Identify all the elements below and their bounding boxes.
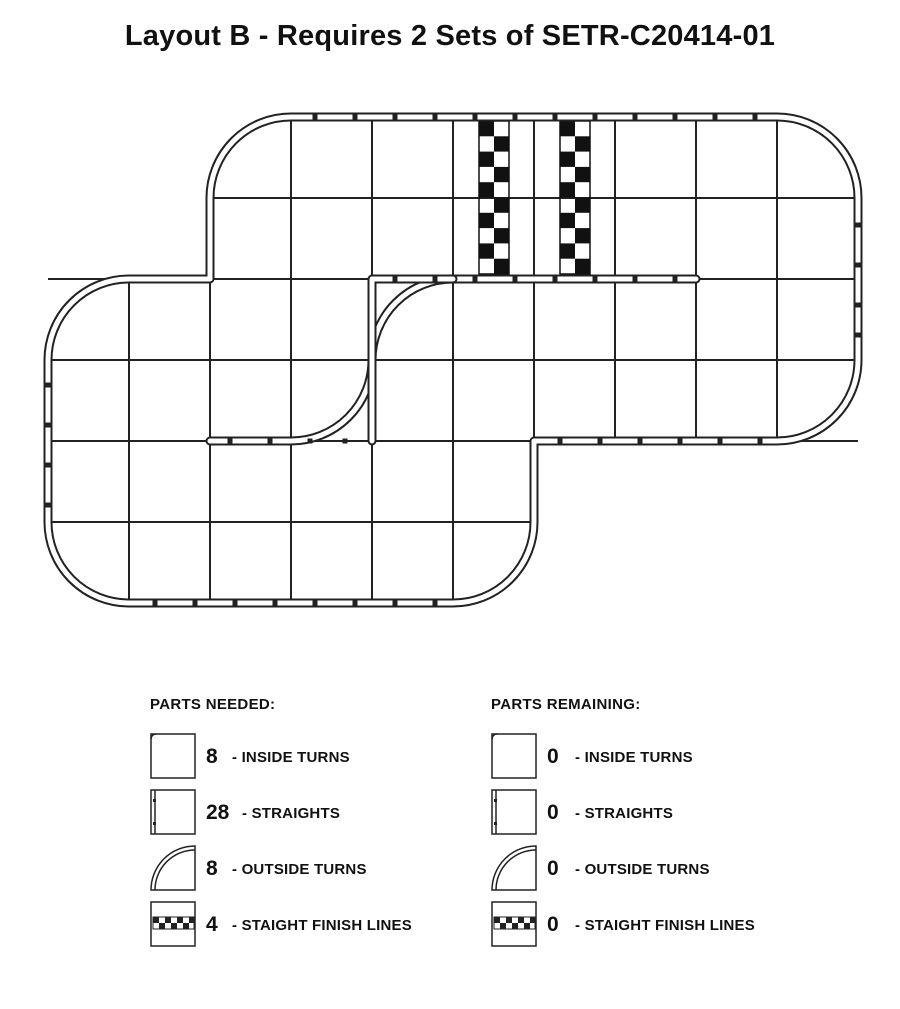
finish-square <box>479 152 494 167</box>
finish-lines-label: - STAIGHT FINISH LINES <box>232 917 412 934</box>
finish-square <box>560 152 575 167</box>
parts-remaining-heading: PARTS REMAINING: <box>491 696 641 713</box>
rail-connector <box>433 277 438 282</box>
rail-connector <box>753 115 758 120</box>
inside-turn-icon <box>491 733 537 779</box>
outside-turns-label: - OUTSIDE TURNS <box>232 861 367 878</box>
finish-square <box>494 167 509 182</box>
finish-square <box>575 198 590 213</box>
finish-line-strip <box>479 121 509 274</box>
page-title: Layout B - Requires 2 Sets of SETR-C20414-01 <box>124 20 776 52</box>
legend-row-inside-turns <box>491 733 891 777</box>
finish-square <box>494 136 509 151</box>
legend-row-finish-lines <box>150 901 550 945</box>
finish-square <box>560 213 575 228</box>
outside-turns-label: - OUTSIDE TURNS <box>575 861 710 878</box>
rail-connector <box>473 277 478 282</box>
rail-connector <box>593 115 598 120</box>
parts-remaining-panel <box>491 696 891 957</box>
finish-line-icon <box>491 901 537 947</box>
finish-square <box>494 228 509 243</box>
finish-square <box>479 121 494 136</box>
rail-connector <box>273 601 278 606</box>
rail-connector <box>673 277 678 282</box>
finish-square <box>494 259 509 274</box>
outside-turn-icon <box>491 845 537 891</box>
rail-connector <box>433 115 438 120</box>
finish-square <box>575 228 590 243</box>
rail-connector <box>758 439 763 444</box>
rail-connector <box>513 115 518 120</box>
finish-line-strip <box>560 121 590 274</box>
inside-turns-label: - INSIDE TURNS <box>575 749 693 766</box>
inside-turn-icon <box>150 733 196 779</box>
legend-row-outside-turns <box>150 845 550 889</box>
rail-connector <box>313 115 318 120</box>
rail-connector <box>633 277 638 282</box>
rail-connector <box>433 601 438 606</box>
rail-connector <box>856 223 861 228</box>
finish-square <box>560 121 575 136</box>
legend-row-outside-turns <box>491 845 891 889</box>
rail-connector <box>46 383 51 388</box>
finish-square <box>575 259 590 274</box>
outside-turns-count: 8 <box>206 857 218 880</box>
straights-label: - STRAIGHTS <box>242 805 341 822</box>
finish-square <box>479 243 494 258</box>
outside-turn-icon <box>150 845 196 891</box>
rail-connector <box>856 303 861 308</box>
inside-turns-label: - INSIDE TURNS <box>232 749 350 766</box>
rail-connector <box>46 503 51 508</box>
rail-connector <box>353 601 358 606</box>
inside-turns-count: 8 <box>206 745 218 768</box>
rail-connector <box>393 277 398 282</box>
rail-connector <box>638 439 643 444</box>
rail-connector <box>553 277 558 282</box>
finish-square <box>575 136 590 151</box>
finish-lines-label: - STAIGHT FINISH LINES <box>575 917 755 934</box>
rail-connector <box>393 601 398 606</box>
straight-icon <box>491 789 537 835</box>
rail-connector <box>553 115 558 120</box>
finish-square <box>575 167 590 182</box>
rail-connector <box>593 277 598 282</box>
straight-icon <box>150 789 196 835</box>
finish-lines-count: 4 <box>206 913 218 936</box>
rail-connector <box>673 115 678 120</box>
rail-connector <box>856 333 861 338</box>
rail-connector <box>313 601 318 606</box>
finish-lines-count: 0 <box>547 913 559 936</box>
finish-square <box>479 182 494 197</box>
legend-row-inside-turns <box>150 733 550 777</box>
finish-square <box>560 182 575 197</box>
finish-square <box>494 198 509 213</box>
rail-connector <box>598 439 603 444</box>
rail-connector <box>193 601 198 606</box>
finish-square <box>479 213 494 228</box>
rail-connector <box>513 277 518 282</box>
rail-connector <box>558 439 563 444</box>
outside-turns-count: 0 <box>547 857 559 880</box>
rail-connector <box>308 439 313 444</box>
rail-connector <box>678 439 683 444</box>
rail-connector <box>473 115 478 120</box>
legend-row-finish-lines <box>491 901 891 945</box>
rail-connector <box>353 115 358 120</box>
rail-connector <box>856 263 861 268</box>
finish-line-icon <box>150 901 196 947</box>
rail-connector <box>228 439 233 444</box>
rail-connector <box>233 601 238 606</box>
parts-needed-heading: PARTS NEEDED: <box>150 696 276 713</box>
straights-label: - STRAIGHTS <box>575 805 674 822</box>
rail-connector <box>46 423 51 428</box>
legend-row-straights <box>491 789 891 833</box>
rail-connector <box>633 115 638 120</box>
parts-needed-panel <box>150 696 550 957</box>
rail-connector <box>718 439 723 444</box>
straights-count: 28 <box>206 801 230 824</box>
rail-connector <box>343 439 348 444</box>
legend-row-straights <box>150 789 550 833</box>
straights-count: 0 <box>547 801 559 824</box>
rail-connector <box>393 115 398 120</box>
inside-turns-count: 0 <box>547 745 559 768</box>
rail-connector <box>46 463 51 468</box>
finish-square <box>560 243 575 258</box>
tile-grid <box>48 117 858 603</box>
rail-connector <box>713 115 718 120</box>
rail-connector <box>268 439 273 444</box>
rail-connector <box>153 601 158 606</box>
